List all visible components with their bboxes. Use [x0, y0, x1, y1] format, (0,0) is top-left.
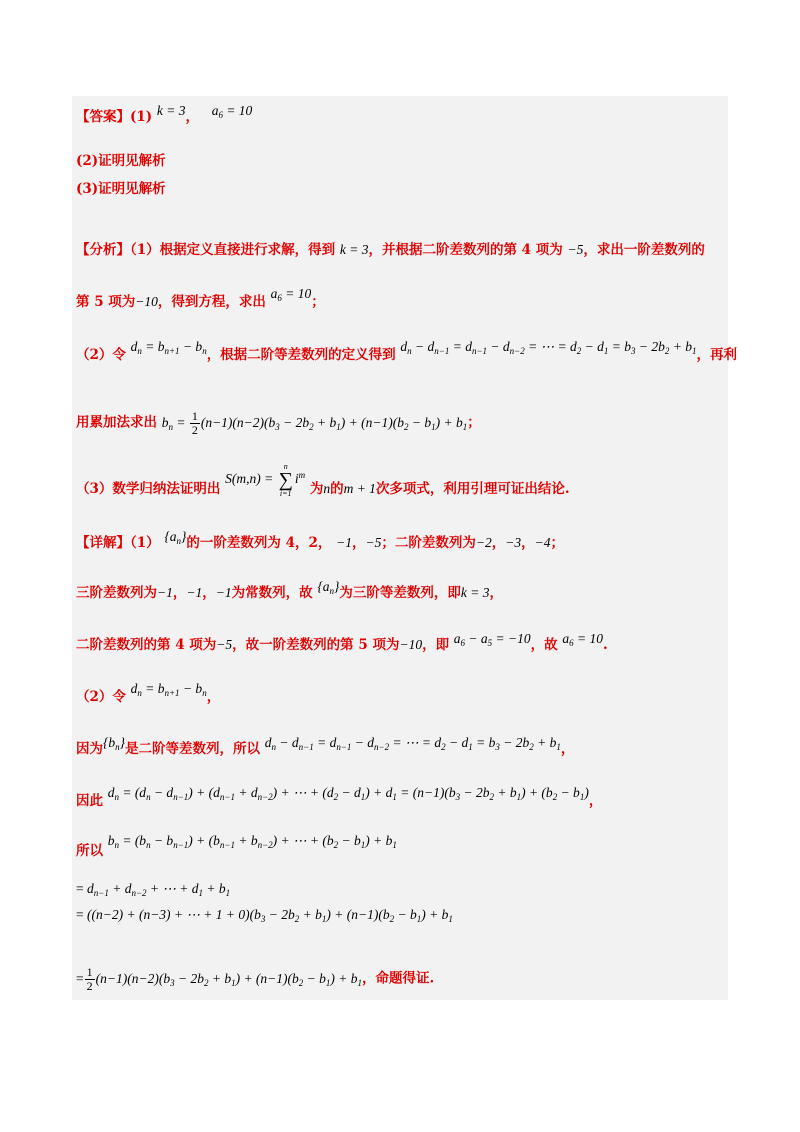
detail-line-10: = $\frac{1}{2}$ $(n-1)(n-2)(b_3 - 2b_2 + b_1) + (n-1)(b_2 - b_1) + b_1$，命题得证.	[76, 965, 435, 993]
second-order-relation: $d_n - d_{n-1} = d_{n-1} - d_{n-2}$ = ⋯ = $d_2 - d_1 = b_3 - 2b_2 + b_1$	[400, 339, 697, 356]
answer-part1-label: (1)	[130, 109, 153, 125]
detail-line-6: 因此 $d_n = (d_n - d_{n-1}) + (d_{n-1} + d_{n-2})$ + ⋯ + $(d_2 - d_1) + d_1 = (n-1)(b_3 - 2b_2 + b_1) + (b_2 - b_1)$，	[76, 785, 603, 809]
analysis-line-4: 用累加法求出 $b_n$ = $\frac{1}{2}$ $(n-1)(n-2)(b_3 - 2b_2 + b_1) + (n-1)(b_2 - b_1) + b_1$；	[76, 409, 481, 437]
detail-line-4: （2）令 $d_n = b_{n+1} - b_n$，	[76, 681, 221, 705]
answer-tag: 【答案】	[76, 109, 130, 125]
answer-part2: (2)证明见解析	[76, 153, 166, 169]
analysis-tag: 【分析】	[76, 242, 130, 258]
detail-line-8: = $d_{n-1} + d_{n-2}$ + ⋯ + $d_1 + b_1$	[76, 881, 231, 898]
answer-sep: ，	[185, 109, 199, 125]
dn-definition: $d_n = b_{n+1} - b_n$	[130, 339, 207, 356]
answer-k-value: k = 3	[156, 103, 186, 118]
analysis-line-1: 【分析】（1）根据定义直接进行求解，得到 k = 3，并根据二阶差数列的第 4 项为 −5，求出一阶差数列的	[76, 242, 705, 258]
detail-line-5: 因为$\{b_n\}$是二阶等差数列，所以 $d_n - d_{n-1} = d_{n-1} - d_{n-2}$ = ⋯ = $d_2 - d_1 = b_3 - 2b_2 + b_1$，	[76, 735, 575, 757]
answer-part3: (3)证明见解析	[76, 181, 166, 197]
answer-line-1	[76, 103, 253, 126]
analysis-line-5: （3）数学归纳法证明出 S(m,n) = n ∑ i=1 $i^m$ 为n的m + 1次多项式，利用引理可证出结论.	[76, 462, 570, 498]
detail-line-9: = ((n−2) + (n−3) + ⋯ + $1 + 0)(b_3 - 2b_2 + b_1) + (n-1)(b_2 - b_1) + b_1$	[76, 907, 453, 924]
detail-line-7: 所以 $b_n = (b_n - b_{n-1}) + (b_{n-1} + b_{n-2})$ + ⋯ + $(b_2 - b_1) + b_1$	[76, 833, 397, 859]
analysis-k: k = 3	[339, 242, 369, 257]
detail-line-2: 三阶差数列为−1，−1，−1为常数列，故 $\{a_n\}$为三阶等差数列，即k = 3，	[76, 579, 503, 601]
detail-tag: 【详解】	[76, 535, 130, 551]
bn-formula: $b_n$ = $\frac{1}{2}$ $(n-1)(n-2)(b_3 - 2b_2 + b_1) + (n-1)(b_2 - b_1) + b_1$	[161, 409, 468, 437]
analysis-line-2: 第 5 项为−10，得到方程，求出 $a_6 = 10$；	[76, 286, 325, 310]
detail-line-1: 【详解】（1） $\{a_n\}$的一阶差数列为 4，2， −1，−5；二阶差数列为−2，−3，−4；	[76, 529, 564, 551]
sum-formula: S(m,n) = n ∑ i=1 $i^m$	[225, 462, 306, 498]
analysis-line-3: （2）令 $d_n = b_{n+1} - b_n$，根据二阶等差数列的定义得到 $d_n - d_{n-1} = d_{n-1} - d_{n-2}$ = ⋯ = $d_2 - d_1 = b_3 - 2b_2 + b_1$，再利	[76, 339, 737, 363]
detail-line-3: 二阶差数列的第 4 项为−5，故一阶差数列的第 5 项为−10，即 $a_6 - a_5 = -10$，故 $a_6 = 10$.	[76, 631, 608, 653]
answer-a6-formula: $a_6 = 10$	[211, 103, 253, 120]
